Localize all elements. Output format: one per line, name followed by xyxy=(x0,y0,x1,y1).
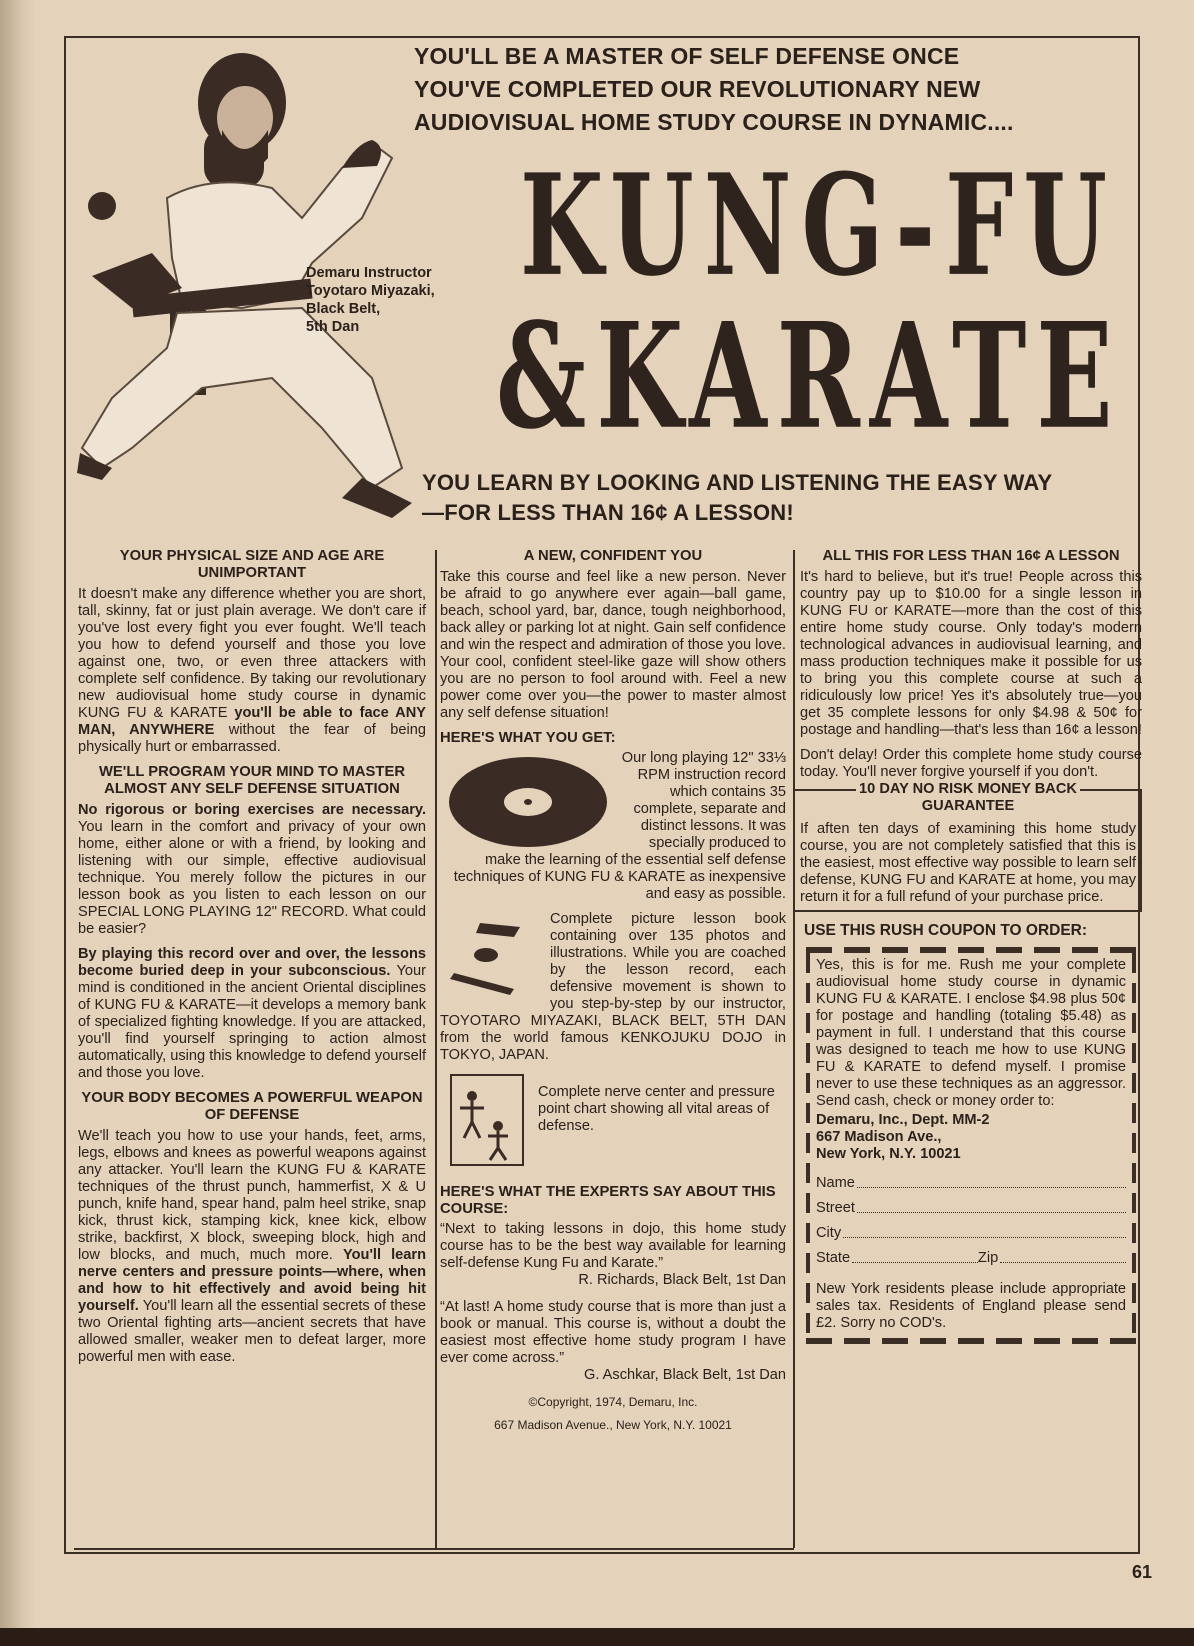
chart-description: Complete nerve center and pressure point chart showing all vital areas of defense. xyxy=(538,1084,775,1134)
column-rule-1 xyxy=(435,550,437,1548)
pressure-point-chart-icon xyxy=(450,1074,524,1166)
subhead-line1: YOU LEARN BY LOOKING AND LISTENING THE EASY WAY xyxy=(422,470,1053,495)
page-binding-shadow xyxy=(0,0,36,1628)
caption-line1: Demaru Instructor xyxy=(306,265,432,281)
state-label: State xyxy=(816,1250,851,1266)
column-2 xyxy=(440,548,786,1434)
order-address-3: New York, N.Y. 10021 xyxy=(816,1146,961,1162)
copyright: ©Copyright, 1974, Demaru, Inc. xyxy=(528,1395,698,1409)
coupon-heading: USE THIS RUSH COUPON TO ORDER: xyxy=(804,922,1088,939)
page-number: 61 xyxy=(1132,1562,1153,1582)
guarantee-body: If aften ten days of examining this home study course, you are not completely satisfied that this is the easiest, most effective way possible to learn self defense, KUNG FU and KARATE at home, you may return it for a full refund of your purchase price. xyxy=(800,821,1136,905)
street-line[interactable] xyxy=(857,1211,1126,1213)
title-karate: &KARATE xyxy=(496,290,1123,462)
coupon-body: Yes, this is for me. Rush me your complete audiovisual home study course in dynamic KUNG FU & KARATE. I enclose $4.98 plus 50¢ for postage and handling (totaling $5.48) as payment in full. I understand that this course was designed to teach me how to use KUNG FU & KARATE to defend myself. I promise never to use these techniques as an aggressor. Send cash, check or money order to: xyxy=(816,957,1126,1109)
caption-line2: Toyotaro Miyazaki, xyxy=(306,283,435,299)
text-span: You learn in the comfort and privacy of your own home, either alone or with a friend, by looking and listening with our simple, effective audiovisual technique. You merely follow the pictures in our lesson book as you listen to each lesson on our SPECIAL LONG PLAYING 12" RECORD. What could be easier? xyxy=(78,819,426,937)
text-span: It doesn't make any difference whether you are short, tall, skinny, fat or just plain average. We don't care if you've lost every fight you ever fought. We'll teach you how to defend yourself and those you love against one, two, or even three attackers with complete self confidence. By taking our revolutionary new audiovisual home study course in dynamic KUNG FU & KARATE xyxy=(78,586,426,721)
coupon-border-left xyxy=(806,953,810,1338)
quote-1-author: R. Richards, Black Belt, 1st Dan xyxy=(578,1272,786,1288)
instructor-caption xyxy=(306,264,435,336)
text-span: You'll learn all the essential secrets of these two Oriental fighting arts—ancient secrets that have allowed smaller, weaker men to defeat larger, more powerful men with ease. xyxy=(78,1298,426,1365)
zip-label: Zip xyxy=(977,1250,999,1266)
col2-heading-get: HERE'S WHAT YOU GET: xyxy=(440,730,616,746)
record-block xyxy=(440,750,786,911)
street-field[interactable] xyxy=(816,1200,1126,1217)
col1-paragraph-4 xyxy=(78,1128,426,1366)
col1-paragraph-1 xyxy=(78,586,426,756)
bold-span: By playing this record over and over, the lessons become buried deep in your subconscious. xyxy=(78,946,426,979)
coupon-border-top xyxy=(806,947,1136,953)
column-3 xyxy=(800,548,1142,1344)
sales-tax-note: New York residents please include appropriate sales tax. Residents of England please send £2. Sorry no COD's. xyxy=(816,1281,1126,1331)
column-1 xyxy=(78,548,426,1374)
record-icon xyxy=(448,756,608,848)
bold-span: No rigorous or boring exercises are necessary. xyxy=(78,802,426,818)
guarantee-box xyxy=(794,781,1142,912)
name-field[interactable] xyxy=(816,1175,1126,1192)
street-label: Street xyxy=(816,1200,855,1216)
lesson-book-icon xyxy=(440,915,540,999)
column-rule-2 xyxy=(793,550,795,1548)
bottom-rule xyxy=(74,1548,794,1550)
col1-paragraph-3 xyxy=(78,946,426,1082)
col1-heading-mind: WE'LL PROGRAM YOUR MIND TO MASTER ALMOST ANY SELF DEFENSE SITUATION xyxy=(98,764,406,797)
bold-span: You'll learn nerve centers and pressure points—where, when and how to hit effectively and avoid being hit yourself. xyxy=(78,1247,427,1314)
city-line[interactable] xyxy=(843,1236,1126,1238)
quote-2: “At last! A home study course that is more than just a book or manual. This course is, without a doubt the easiest most effective home study program I have ever come across.” xyxy=(440,1299,786,1366)
text-span: without the fear of being physically hurt or embarrassed. xyxy=(78,722,427,755)
text-span: Your mind is conditioned in the ancient Oriental disciplines of KUNG FU & KARATE—it develops a memory bank of specialized fighting knowledge. If you are attacked, you'll find yourself springing to action almost automatically, using this knowledge to defend yourself and those you love. xyxy=(78,963,426,1081)
chart-block xyxy=(440,1072,786,1172)
copyright-address: 667 Madison Avenue., New York, N.Y. 10021 xyxy=(494,1418,732,1432)
headline-line2: YOU'VE COMPLETED OUR REVOLUTIONARY NEW xyxy=(414,76,981,102)
record-description: Our long playing 12" 33⅓ RPM instruction record which contains 35 complete, separate and distinct lessons. It was specially produced to make the learning of the essential self defense techniques of KUNG FU & KARATE as inexpensive and easy as possible. xyxy=(453,750,786,902)
subhead xyxy=(422,468,1052,528)
text-span: We'll teach you how to use your hands, feet, arms, legs, elbows and knees as powerful weapons against any attacker. You'll learn the KUNG FU & KARATE techniques of the thrust punch, hammerfist, X & U punch, knife hand, spear hand, palm heel strike, snap kick, thrust kick, stamping kick, knee kick, elbow strike, backfirst, X block, sweeping block, high and low blocks, and much, much more. xyxy=(78,1128,426,1263)
col3-paragraph-2: Don't delay! Order this complete home study course today. You'll never forgive yourself if you don't. xyxy=(800,747,1142,780)
state-zip-field[interactable] xyxy=(816,1250,1126,1267)
guarantee-title xyxy=(800,781,1136,798)
city-label: City xyxy=(816,1225,842,1241)
col2-heading-confident: A NEW, CONFIDENT YOU xyxy=(523,548,703,564)
book-description: Complete picture lesson book containing over 135 photos and illustrations. While you are coached by the lesson record, each defensive movement is shown to you step-by-step by our instructor, TOYOTARO MIYAZAKI, BLACK BELT, 5TH DAN from the world famous KENKOJUKU DOJO in TOKYO, JAPAN. xyxy=(440,911,786,1063)
headline-line1: YOU'LL BE A MASTER OF SELF DEFENSE ONCE xyxy=(414,43,960,69)
guarantee-title-2: GUARANTEE xyxy=(921,798,1015,814)
col2-heading-experts: HERE'S WHAT THE EXPERTS SAY ABOUT THIS COURSE: xyxy=(440,1184,776,1217)
order-address-2: 667 Madison Ave., xyxy=(816,1129,942,1145)
caption-line4: 5th Dan xyxy=(306,319,360,335)
bold-span: you'll be able to face ANY MAN, ANYWHERE xyxy=(78,705,426,738)
caption-line3: Black Belt, xyxy=(306,301,381,317)
quote-2-author: G. Aschkar, Black Belt, 1st Dan xyxy=(584,1367,786,1383)
quote-1: “Next to taking lessons in dojo, this home study course has to be the best way available for learning self-defense Kung Fu and Karate.” xyxy=(440,1221,786,1271)
order-coupon xyxy=(800,947,1142,1344)
title-kung-fu: KUNG-FU xyxy=(520,143,1117,308)
headline-line3: AUDIOVISUAL HOME STUDY COURSE IN DYNAMIC.... xyxy=(414,109,1014,135)
col3-paragraph-1: It's hard to believe, but it's true! People across this country pay up to $10.00 for a single lesson in KUNG FU or KARATE—more than the cost of this entire home study course. Only today's modern technological advances in audiovisual learning, and mass production techniques make it possible for us to bring you this complete course at such a ridiculously low price! Yes it's absolutely true—you get 35 complete lessons for only $4.98 & 50¢ for postage and handling—that's less than 16¢ a lesson! xyxy=(800,569,1142,738)
headline xyxy=(414,40,1014,139)
state-line[interactable] xyxy=(852,1261,978,1263)
scan-bottom-edge xyxy=(0,1628,1194,1646)
book-block xyxy=(440,911,786,1072)
col1-heading-size: YOUR PHYSICAL SIZE AND AGE ARE UNIMPORTANT xyxy=(119,548,385,581)
guarantee-title-text: 10 DAY NO RISK MONEY BACK xyxy=(856,781,1080,797)
name-label: Name xyxy=(816,1175,855,1191)
coupon-border-bottom xyxy=(806,1338,1136,1344)
subhead-line2: —FOR LESS THAN 16¢ A LESSON! xyxy=(422,500,794,525)
col3-heading-price: ALL THIS FOR LESS THAN 16¢ A LESSON xyxy=(822,548,1120,564)
city-field[interactable] xyxy=(816,1225,1126,1242)
order-address-1: Demaru, Inc., Dept. MM-2 xyxy=(816,1112,990,1128)
col2-paragraph-1: Take this course and feel like a new person. Never be afraid to go anywhere ever again—ball game, beach, school yard, bar, dance, tough neighborhood, back alley or parking lot at night. Gain self confidence and win the respect and admiration of those you love. Your cool, confident steel-like gaze will show others you are no person to fool around with. Feel a new power come over you—the power to master almost any self defense situation! xyxy=(440,569,786,721)
zip-line[interactable] xyxy=(1000,1261,1126,1263)
name-line[interactable] xyxy=(857,1186,1126,1188)
col1-paragraph-2 xyxy=(78,802,426,938)
col1-heading-body: YOUR BODY BECOMES A POWERFUL WEAPON OF DEFENSE xyxy=(81,1090,423,1123)
coupon-border-right xyxy=(1132,953,1136,1338)
